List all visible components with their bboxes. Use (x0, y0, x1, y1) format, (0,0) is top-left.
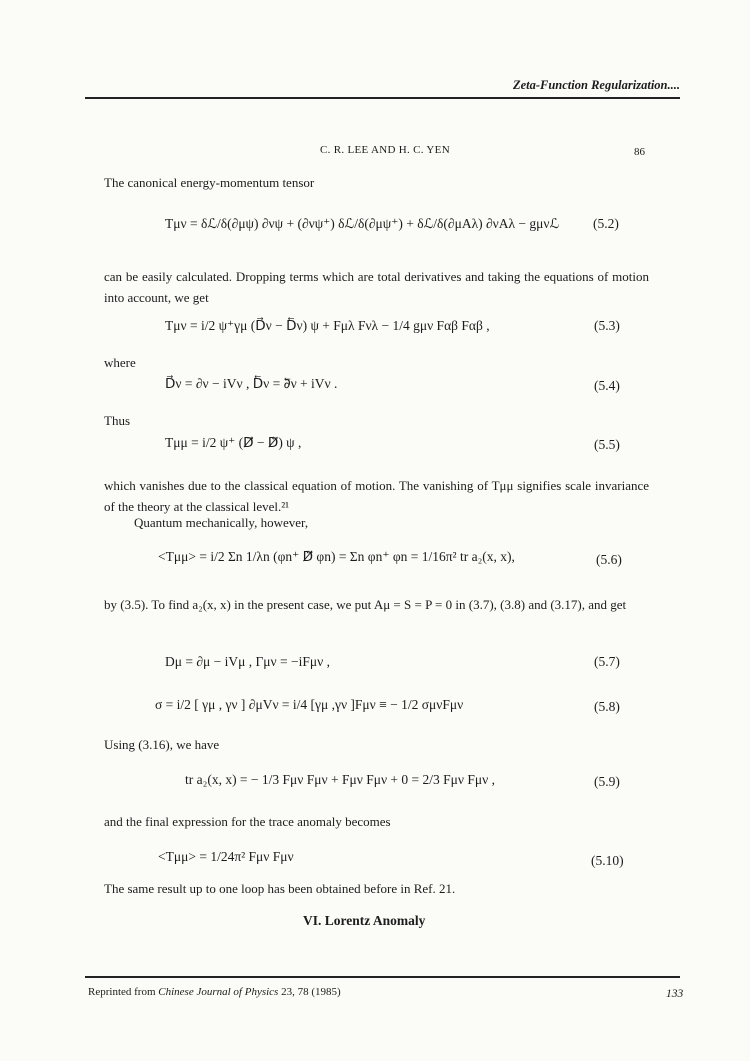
journal-name: Chinese Journal of Physics (158, 986, 279, 998)
equation-5-8: σ = i/2 [ γμ , γν ] ∂μVν = i/4 [γμ ,γν ]Fμν ≡ − 1/2 σμνFμν (155, 697, 464, 712)
authors: C. R. LEE AND H. C. YEN (320, 144, 450, 156)
equation-5-4: D⃗ν = ∂ν − iVν , D⃖ν = ∂⃖ν + iVν . (165, 376, 338, 391)
paragraph-3: which vanishes due to the classical equation of motion. The vanishing of Tμμ signifies scale invariance of the theory at the classical level.²¹ (104, 478, 649, 514)
bottom-rule (85, 976, 680, 978)
equation-5-5: Tμμ = i/2 ψ⁺ (D̸⃗ − D̸⃖) ψ , (165, 435, 302, 450)
equation-number-5-4: (5.4) (594, 378, 620, 393)
equation-5-2: Tμν = δℒ/δ(∂μψ) ∂νψ + (∂νψ⁺) δℒ/δ(∂μψ⁺) + δℒ/δ(∂μAλ) ∂νAλ − gμνℒ (165, 216, 560, 231)
equation-number-5-5: (5.5) (594, 437, 620, 452)
paragraph-8: The same result up to one loop has been obtained before in Ref. 21. (104, 881, 456, 896)
paragraph-4: Quantum mechanically, however, (134, 515, 309, 530)
paragraph-2: can be easily calculated. Dropping terms which are total derivatives and taking the equations of motion into account, we get (104, 269, 649, 305)
equation-5-6: <Tμμ> = i/2 Σn 1/λn (φn⁺ D̸⃡ φn) = Σn φn⁺ φn = 1/16π² tr a₂(x, x), (158, 549, 515, 564)
paragraph-5: by (3.5). To find a₂(x, x) in the present case, we put Aμ = S = P = 0 in (3.7), (3.8) and (3.17), and get (104, 597, 627, 612)
top-rule (85, 97, 680, 99)
thus-label: Thus (104, 413, 130, 428)
section-title: VI. Lorentz Anomaly (303, 913, 426, 928)
equation-5-7: Dμ = ∂μ − iVμ , Γμν = −iFμν , (165, 654, 330, 669)
equation-number-5-10: (5.10) (591, 853, 624, 868)
paragraph-7: and the final expression for the trace anomaly becomes (104, 814, 391, 829)
reprint-note (88, 986, 341, 998)
equation-5-9: tr a₂(x, x) = − 1/3 Fμν Fμν + Fμν Fμν + 0 = 2/3 Fμν Fμν , (185, 772, 495, 787)
equation-number-5-2: (5.2) (593, 216, 619, 231)
reprint-prefix: Reprinted from (88, 986, 156, 998)
running-title: Zeta-Function Regularization.... (512, 78, 680, 92)
equation-number-5-9: (5.9) (594, 774, 620, 789)
equation-number-5-7: (5.7) (594, 654, 620, 669)
page-number: 86 (634, 146, 645, 158)
equation-5-3: Tμν = i/2 ψ⁺γμ (D⃗ν − D⃖ν) ψ + Fμλ Fνλ − 1/4 gμν Fαβ Fαβ , (165, 318, 490, 333)
paragraph-1: The canonical energy-momentum tensor (104, 175, 315, 190)
equation-number-5-3: (5.3) (594, 318, 620, 333)
equation-number-5-6: (5.6) (596, 552, 622, 567)
equation-5-10: <Tμμ> = 1/24π² Fμν Fμν (158, 849, 294, 864)
volume-reference: 23, 78 (1985) (281, 986, 341, 998)
paragraph-6: Using (3.16), we have (104, 737, 220, 752)
equation-number-5-8: (5.8) (594, 699, 620, 714)
where-label: where (104, 355, 136, 370)
footer-page-number: 133 (666, 988, 684, 1000)
